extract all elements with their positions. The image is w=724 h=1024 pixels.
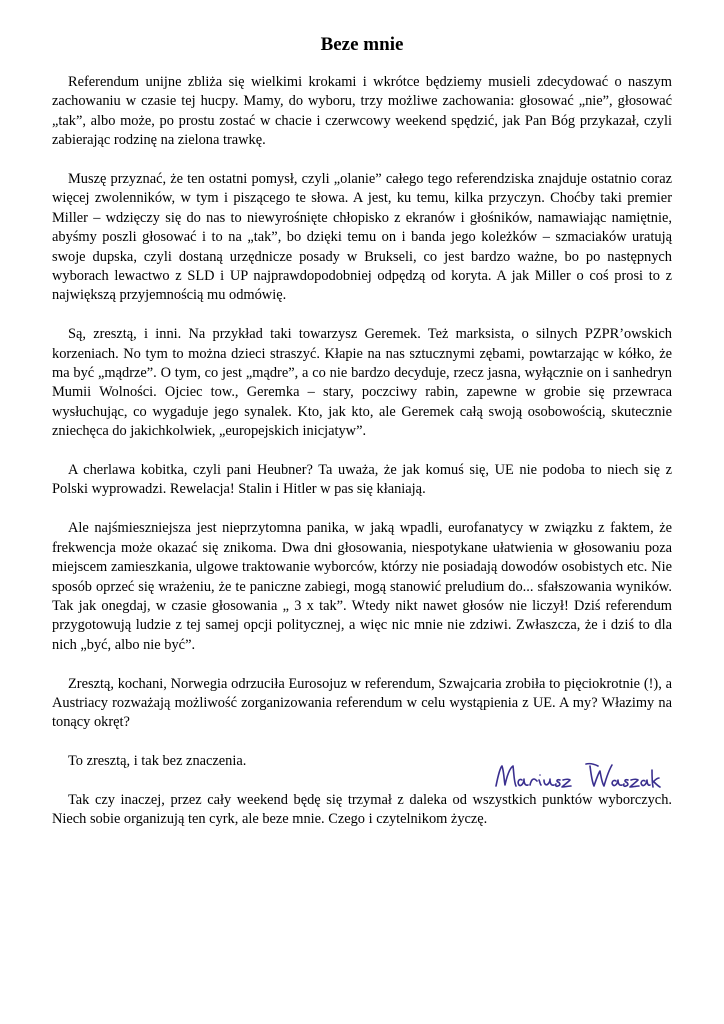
page-title: Beze mnie bbox=[320, 34, 404, 55]
signature-graphic bbox=[490, 752, 660, 802]
paragraph-2: Muszę przyznać, że ten ostatni pomysł, czyli „olanie” całego tego referendziska znajduje ostatnio coraz więcej zwolenników, w tym i piszącego te słowa. A jest, ku temu, kilka przyczyn. Choćby taki premier Miller – wdzięczy się do nas to niewyrośnięte chłopisko z ekranów i głośników, namawiając namiętnie, abyśmy poszli głosować i to na „tak”, bo dzięki temu on i banda jego koleżków – szmaciaków uratują swoje dupska, czyli dostaną urzędnicze posady w Brukseli, co jest bardzo ważne, bo po następnych wyborach lewactwo z SLD i UP najprawdopodobniej odpędzą od koryta. A jak Miller o coś prosi to z największą przyjemnością mu odmówię. bbox=[52, 171, 672, 304]
handwritten-signature bbox=[490, 752, 660, 802]
paragraph-4: A cherlawa kobitka, czyli pani Heubner? Ta uważa, że jak komuś się, UE nie podoba to niech się z Polski wyprowadzi. Rewelacja! Stalin i Hitler w pas się kłaniają. bbox=[52, 462, 672, 498]
paragraph-3: Są, zresztą, i inni. Na przykład taki towarzysz Geremek. Też marksista, o silnych PZPR’owskich korzeniach. No tym to można dzieci straszyć. Kłapie na nas sztucznymi zębami, powtarzając w kółko, że ma być „mądrze”. O tym, co jest „mądre”, a co nie bardzo decyduje, rzecz jasna, wyłącznie on i sanhedryn Mumii Wolności. Ojciec tow., Geremka – stary, poczciwy rabin, zapewne w grobie się przewraca wysłuchując, co wygaduje jego synalek. Kto, jak kto, ale Geremek całą swoją osobowością, skutecznie zniechęca do jakichkolwiek, „europejskich inicjatyw”. bbox=[52, 326, 672, 440]
paragraph-8: Tak czy inaczej, przez cały weekend będę się trzymał z daleka od wszystkich punktów wyborczych. Niech sobie organizują ten cyrk, ale beze mnie. Czego i czytelnikom życzę. bbox=[52, 791, 672, 828]
paragraph-5: Ale najśmieszniejsza jest nieprzytomna panika, w jaką wpadli, eurofanatycy w związku z faktem, że frekwencja może okazać się znikoma. Dwa dni głosowania, niespotykane ułatwienia w głosowaniu poza miejscem zamieszkania, ulgowe traktowanie wyborców, którzy nie posiadają dowodów osobistych etc. Nie sposób oprzeć się wrażeniu, że te paniczne zabiegi, mogą stanowić preludium do... sfałszowania wyników. Tak jak onegdaj, w czasie głosowania „ 3 x tak”. Wtedy nikt nawet głosów nie liczył! Dziś referendum przygotowują ludzie z tej samej opcji politycznej, a więc nic mnie nie zdziwi. Zwłaszcza, że i dziś to dla nich „być, albo nie być”. bbox=[52, 520, 672, 653]
paragraph-1: Referendum unijne zbliża się wielkimi krokami i wkrótce będziemy musieli zdecydować o naszym zachowaniu w czasie tej hucpy. Mamy, do wyboru, trzy możliwe zachowania: głosować „nie”, głosować „tak”, albo może, po prostu zostać w chacie i czerwcowy weekend spędzić, jak Pan Bóg przykazał, czyli zabierając rodzinę na zielona trawkę. bbox=[52, 74, 672, 149]
paragraph-7: To zresztą, i tak bez znaczenia. bbox=[68, 753, 247, 770]
article-body bbox=[52, 73, 672, 849]
paragraph-6: Zresztą, kochani, Norwegia odrzuciła Eurosojuz w referendum, Szwajcaria zrobiła to pięciokrotnie (!), a Austriacy rozważają możliwość zorganizowania referendum w celu wystąpienia z UE. A my? Włazimy na tonący okręt? bbox=[52, 675, 672, 731]
